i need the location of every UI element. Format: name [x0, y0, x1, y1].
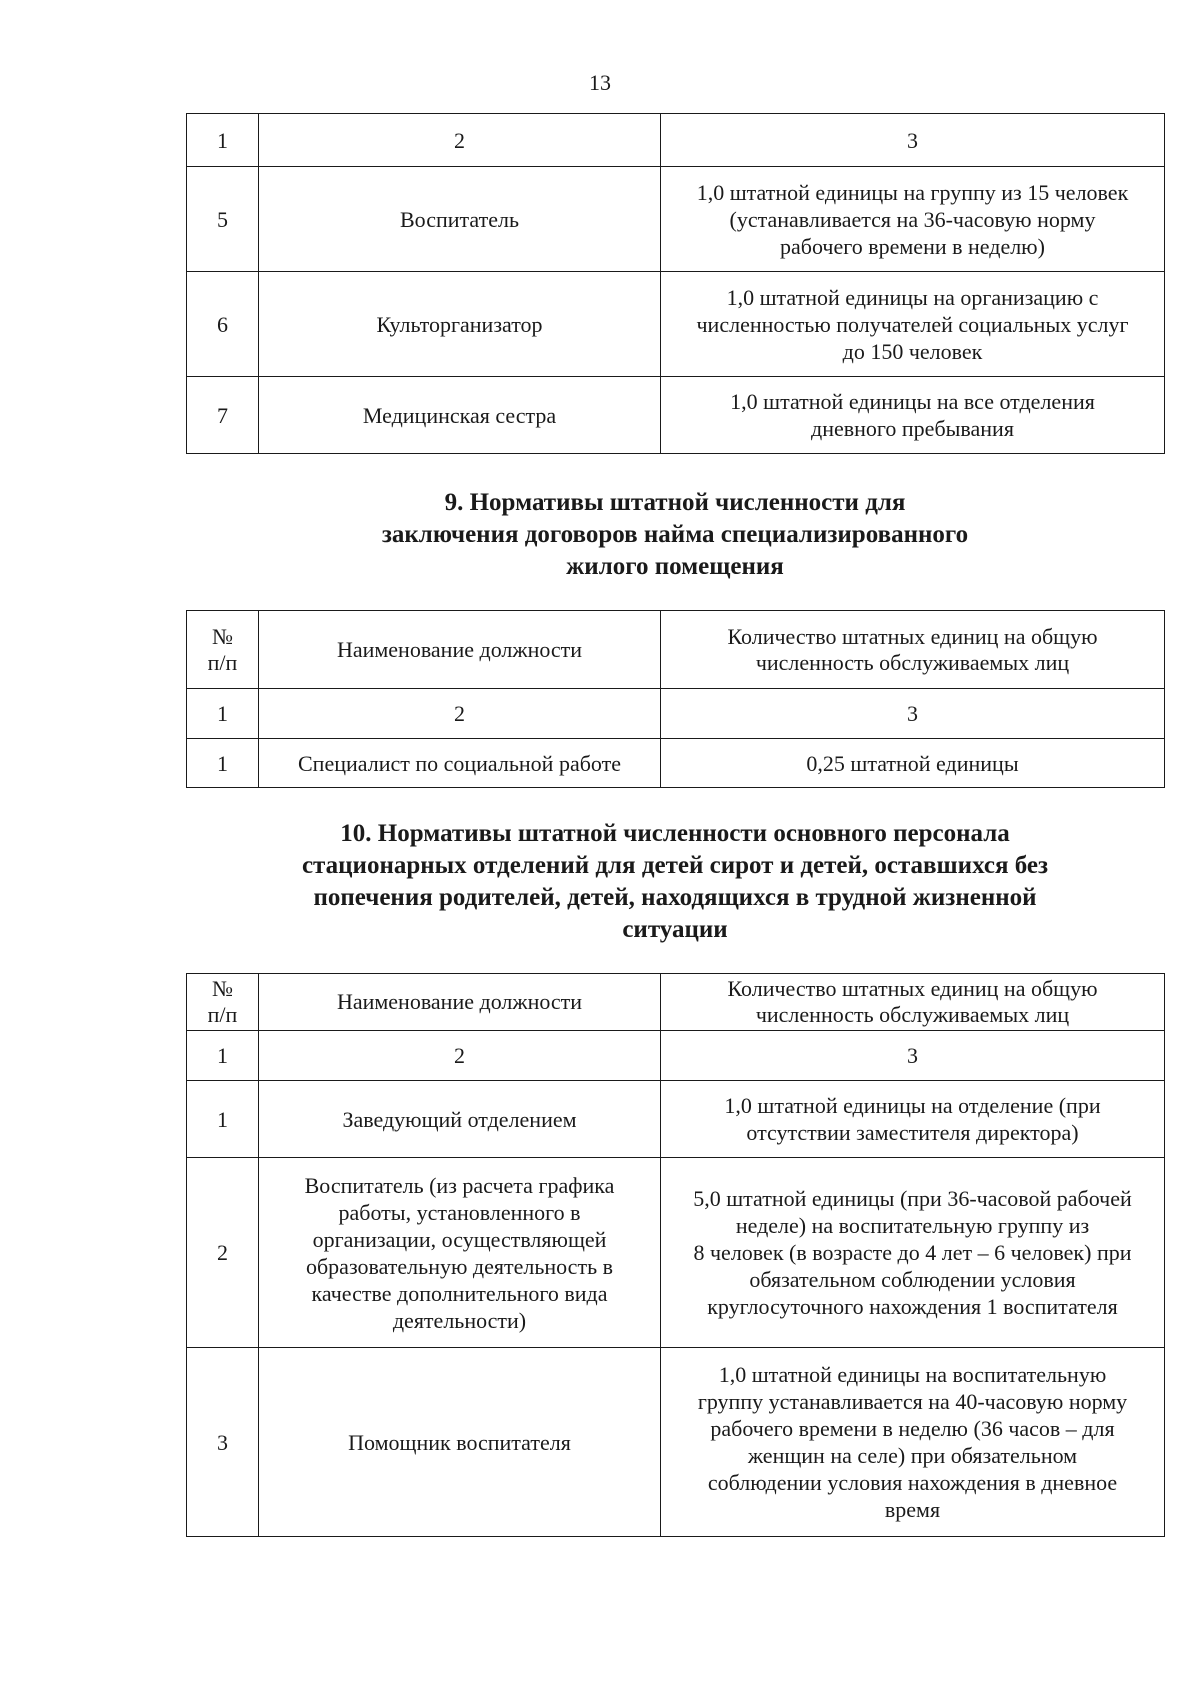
position-name: Специалист по социальной работе	[259, 739, 661, 788]
position-header: Наименование должности	[259, 974, 661, 1031]
staff-quantity: 1,0 штатной единицы на все отделения дневного пребывания	[661, 377, 1165, 454]
section-10-title: 10. Нормативы штатной численности основного персонала стационарных отделений для детей сирот и детей, оставшихся без попечения родителей, детей, находящихся в трудной жизненной ситуации	[301, 820, 1049, 943]
position-name: Воспитатель	[259, 167, 661, 272]
position-name: Помощник воспитателя	[259, 1348, 661, 1537]
row-number: 3	[187, 1348, 259, 1537]
column-index-row	[187, 114, 1165, 167]
section-9-table	[186, 610, 1165, 788]
row-number: 7	[187, 377, 259, 454]
staff-quantity: 1,0 штатной единицы на отделение (при отсутствии заместителя директора)	[661, 1081, 1165, 1158]
quantity-header: Количество штатных единиц на общую численность обслуживаемых лиц	[661, 974, 1165, 1031]
table-row	[187, 1081, 1165, 1158]
position-name: Воспитатель (из расчета графика работы, установленного в организации, осуществляющей образовательную деятельность в качестве дополнительного вида деятельности)	[259, 1158, 661, 1348]
row-number: 2	[187, 1158, 259, 1348]
cell: 3	[661, 689, 1165, 739]
column-index-row	[187, 1031, 1165, 1081]
position-name: Культорганизатор	[259, 272, 661, 377]
table-row	[187, 272, 1165, 377]
staff-quantity: 0,25 штатной единицы	[661, 739, 1165, 788]
table-row	[187, 167, 1165, 272]
table-row	[187, 739, 1165, 788]
table-row	[187, 377, 1165, 454]
section-10-table	[186, 973, 1165, 1537]
row-number: 1	[187, 739, 259, 788]
row-number: 1	[187, 1081, 259, 1158]
table-row	[187, 1158, 1165, 1348]
staff-quantity: 1,0 штатной единицы на воспитательную группу устанавливается на 40-часовую норму рабочего времени в неделю (36 часов – для женщин на селе) при обязательном соблюдении условия нахождения в дневное время	[661, 1348, 1165, 1537]
row-number: 6	[187, 272, 259, 377]
cell: 1	[187, 1031, 259, 1081]
header-row	[187, 611, 1165, 689]
page-number: 13	[589, 70, 611, 95]
position-header: Наименование должности	[259, 611, 661, 689]
section-9-title: 9. Нормативы штатной численности для заключения договоров найма специализированного жилого помещения	[381, 489, 969, 580]
quantity-header: Количество штатных единиц на общую численность обслуживаемых лиц	[661, 611, 1165, 689]
column-index-row	[187, 689, 1165, 739]
number-header: № п/п	[187, 611, 259, 689]
header-row	[187, 974, 1165, 1031]
number-header: № п/п	[187, 974, 259, 1031]
staff-quantity: 5,0 штатной единицы (при 36-часовой рабочей неделе) на воспитательную группу из 8 человек (в возрасте до 4 лет – 6 человек) при обязательном соблюдении условия круглосуточного нахождения 1 воспитателя	[661, 1158, 1165, 1348]
table-row	[187, 1348, 1165, 1537]
cell: 3	[661, 1031, 1165, 1081]
staff-quantity: 1,0 штатной единицы на организацию с численностью получателей социальных услуг до 150 человек	[661, 272, 1165, 377]
row-number: 5	[187, 167, 259, 272]
cell: 2	[259, 689, 661, 739]
cell: 1	[187, 689, 259, 739]
staff-quantity: 1,0 штатной единицы на группу из 15 человек (устанавливается на 36-часовую норму рабочего времени в неделю)	[661, 167, 1165, 272]
cell: 3	[661, 114, 1165, 167]
position-name: Заведующий отделением	[259, 1081, 661, 1158]
staffing-table-continued	[186, 113, 1165, 454]
cell: 2	[259, 114, 661, 167]
cell: 2	[259, 1031, 661, 1081]
cell: 1	[187, 114, 259, 167]
position-name: Медицинская сестра	[259, 377, 661, 454]
